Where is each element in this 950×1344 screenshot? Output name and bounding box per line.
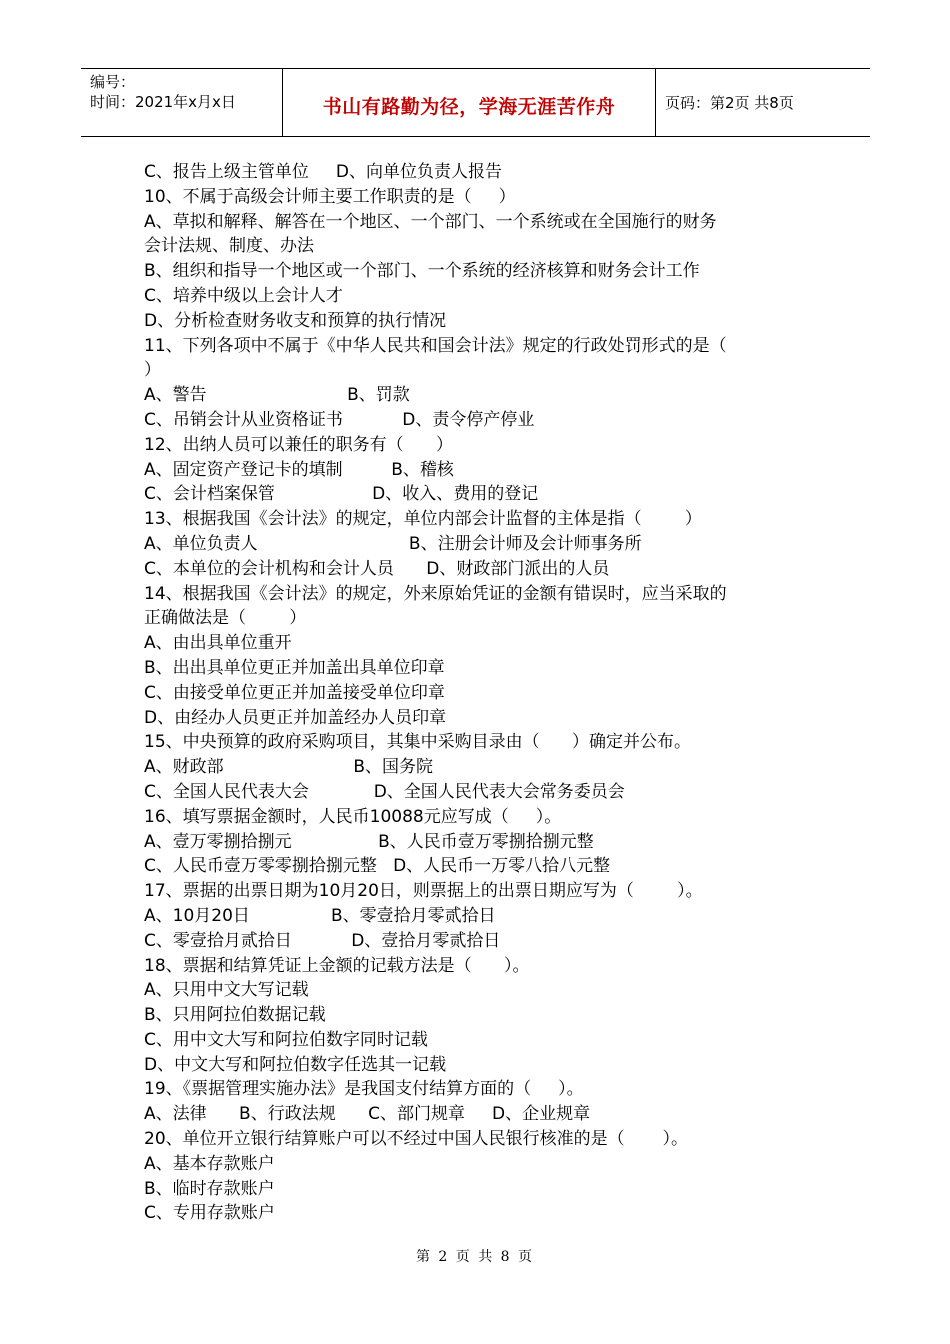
text-line: A、基本存款账户 [144,1153,275,1174]
document-number-label: 编号： [90,73,136,91]
text-line: C、本单位的会计机构和会计人员 D、财政部门派出的人员 [144,558,610,579]
text-line: D、由经办人员更正并加盖经办人员印章 [144,707,447,728]
text-line: B、只用阿拉伯数据记载 [144,1005,326,1026]
text-line: D、中文大写和阿拉伯数字任选其一记载 [144,1054,447,1075]
text-line: C、吊销会计从业资格证书 D、责令停产停业 [144,409,535,430]
text-line: A、10月20日 B、零壹拾月零贰拾日 [144,905,496,926]
text-line: 15、中央预算的政府采购项目，其集中采购目录由（ ）确定并公布。 [144,732,692,753]
text-line: A、财政部 B、国务院 [144,757,433,778]
text-line: A、草拟和解释、解答在一个地区、一个部门、一个系统或在全国施行的财务 [144,211,717,232]
text-line: 20、单位开立银行结算账户可以不经过中国人民银行核准的是（ ）。 [144,1129,688,1150]
text-line: 13、根据我国《会计法》的规定，单位内部会计监督的主体是指（ ） [144,509,702,530]
text-line: C、培养中级以上会计人才 [144,285,343,306]
page-footer: 第 2 页 共 8 页 [415,1249,535,1265]
text-line: A、固定资产登记卡的填制 B、稽核 [144,459,454,480]
header-page-cell [655,69,870,136]
text-line: 12、出纳人员可以兼任的职务有（ ） [144,434,454,455]
text-line: 11、下列各项中不属于《中华人民共和国会计法》规定的行政处罚形式的是（ [144,335,727,356]
text-line: ） [144,360,161,381]
text-line: B、出出具单位更正并加盖出具单位印章 [144,657,445,678]
text-line: C、人民币壹万零零捌拾捌元整 D、人民币一万零八拾八元整 [144,856,611,877]
text-line: C、报告上级主管单位 D、向单位负责人报告 [144,162,502,182]
text-line: A、警告 B、罚款 [144,385,410,406]
header-meta-cell [81,69,282,136]
text-line: 19、《票据管理实施办法》是我国支付结算方面的（ ）。 [144,1079,584,1100]
text-line: C、零壹拾月贰拾日 D、壹拾月零贰拾日 [144,930,501,951]
text-line: B、组织和指导一个地区或一个部门、一个系统的经济核算和财务会计工作 [144,261,700,282]
text-line: A、法律 B、行政法规 C、部门规章 D、企业规章 [144,1104,591,1125]
text-line: C、由接受单位更正并加盖接受单位印章 [144,682,445,703]
header-motto-cell [282,69,656,136]
text-line: 10、不属于高级会计师主要工作职责的是（ ） [144,186,516,207]
header-page-info: 页码：第2页 共8页 [665,94,794,112]
header-motto: 书山有路勤为径，学海无涯苦作舟 [322,96,616,118]
text-line: A、只用中文大写记载 [144,980,309,1001]
text-line: A、由出具单位重开 [144,633,292,654]
text-line: 14、根据我国《会计法》的规定，外来原始凭证的金额有错误时，应当采取的 [144,583,727,604]
document-date-label: 时间：2021年x月x日 [90,93,236,111]
text-line: C、用中文大写和阿拉伯数字同时记载 [144,1029,428,1050]
text-line: 17、票据的出票日期为10月20日，则票据上的出票日期应写为（ ）。 [144,881,703,902]
text-line: A、单位负责人 B、注册会计师及会计师事务所 [144,533,642,554]
text-line: 会计法规、制度、办法 [144,236,314,257]
text-line: A、壹万零捌拾捌元 B、人民币壹万零捌拾捌元整 [144,831,594,852]
text-line: 18、票据和结算凭证上金额的记载方法是（ ）。 [144,955,530,976]
document-body [144,160,824,1226]
text-line: 16、填写票据金额时，人民币10088元应写成（ ）。 [144,806,562,827]
text-line: B、临时存款账户 [144,1178,275,1199]
text-line: C、专用存款账户 [144,1203,275,1224]
text-line: D、分析检查财务收支和预算的执行情况 [144,310,447,331]
page-header [81,68,870,137]
text-line: C、全国人民代表大会 D、全国人民代表大会常务委员会 [144,781,625,802]
text-line: C、会计档案保管 D、收入、费用的登记 [144,484,539,505]
text-line: 正确做法是（ ） [144,608,307,629]
